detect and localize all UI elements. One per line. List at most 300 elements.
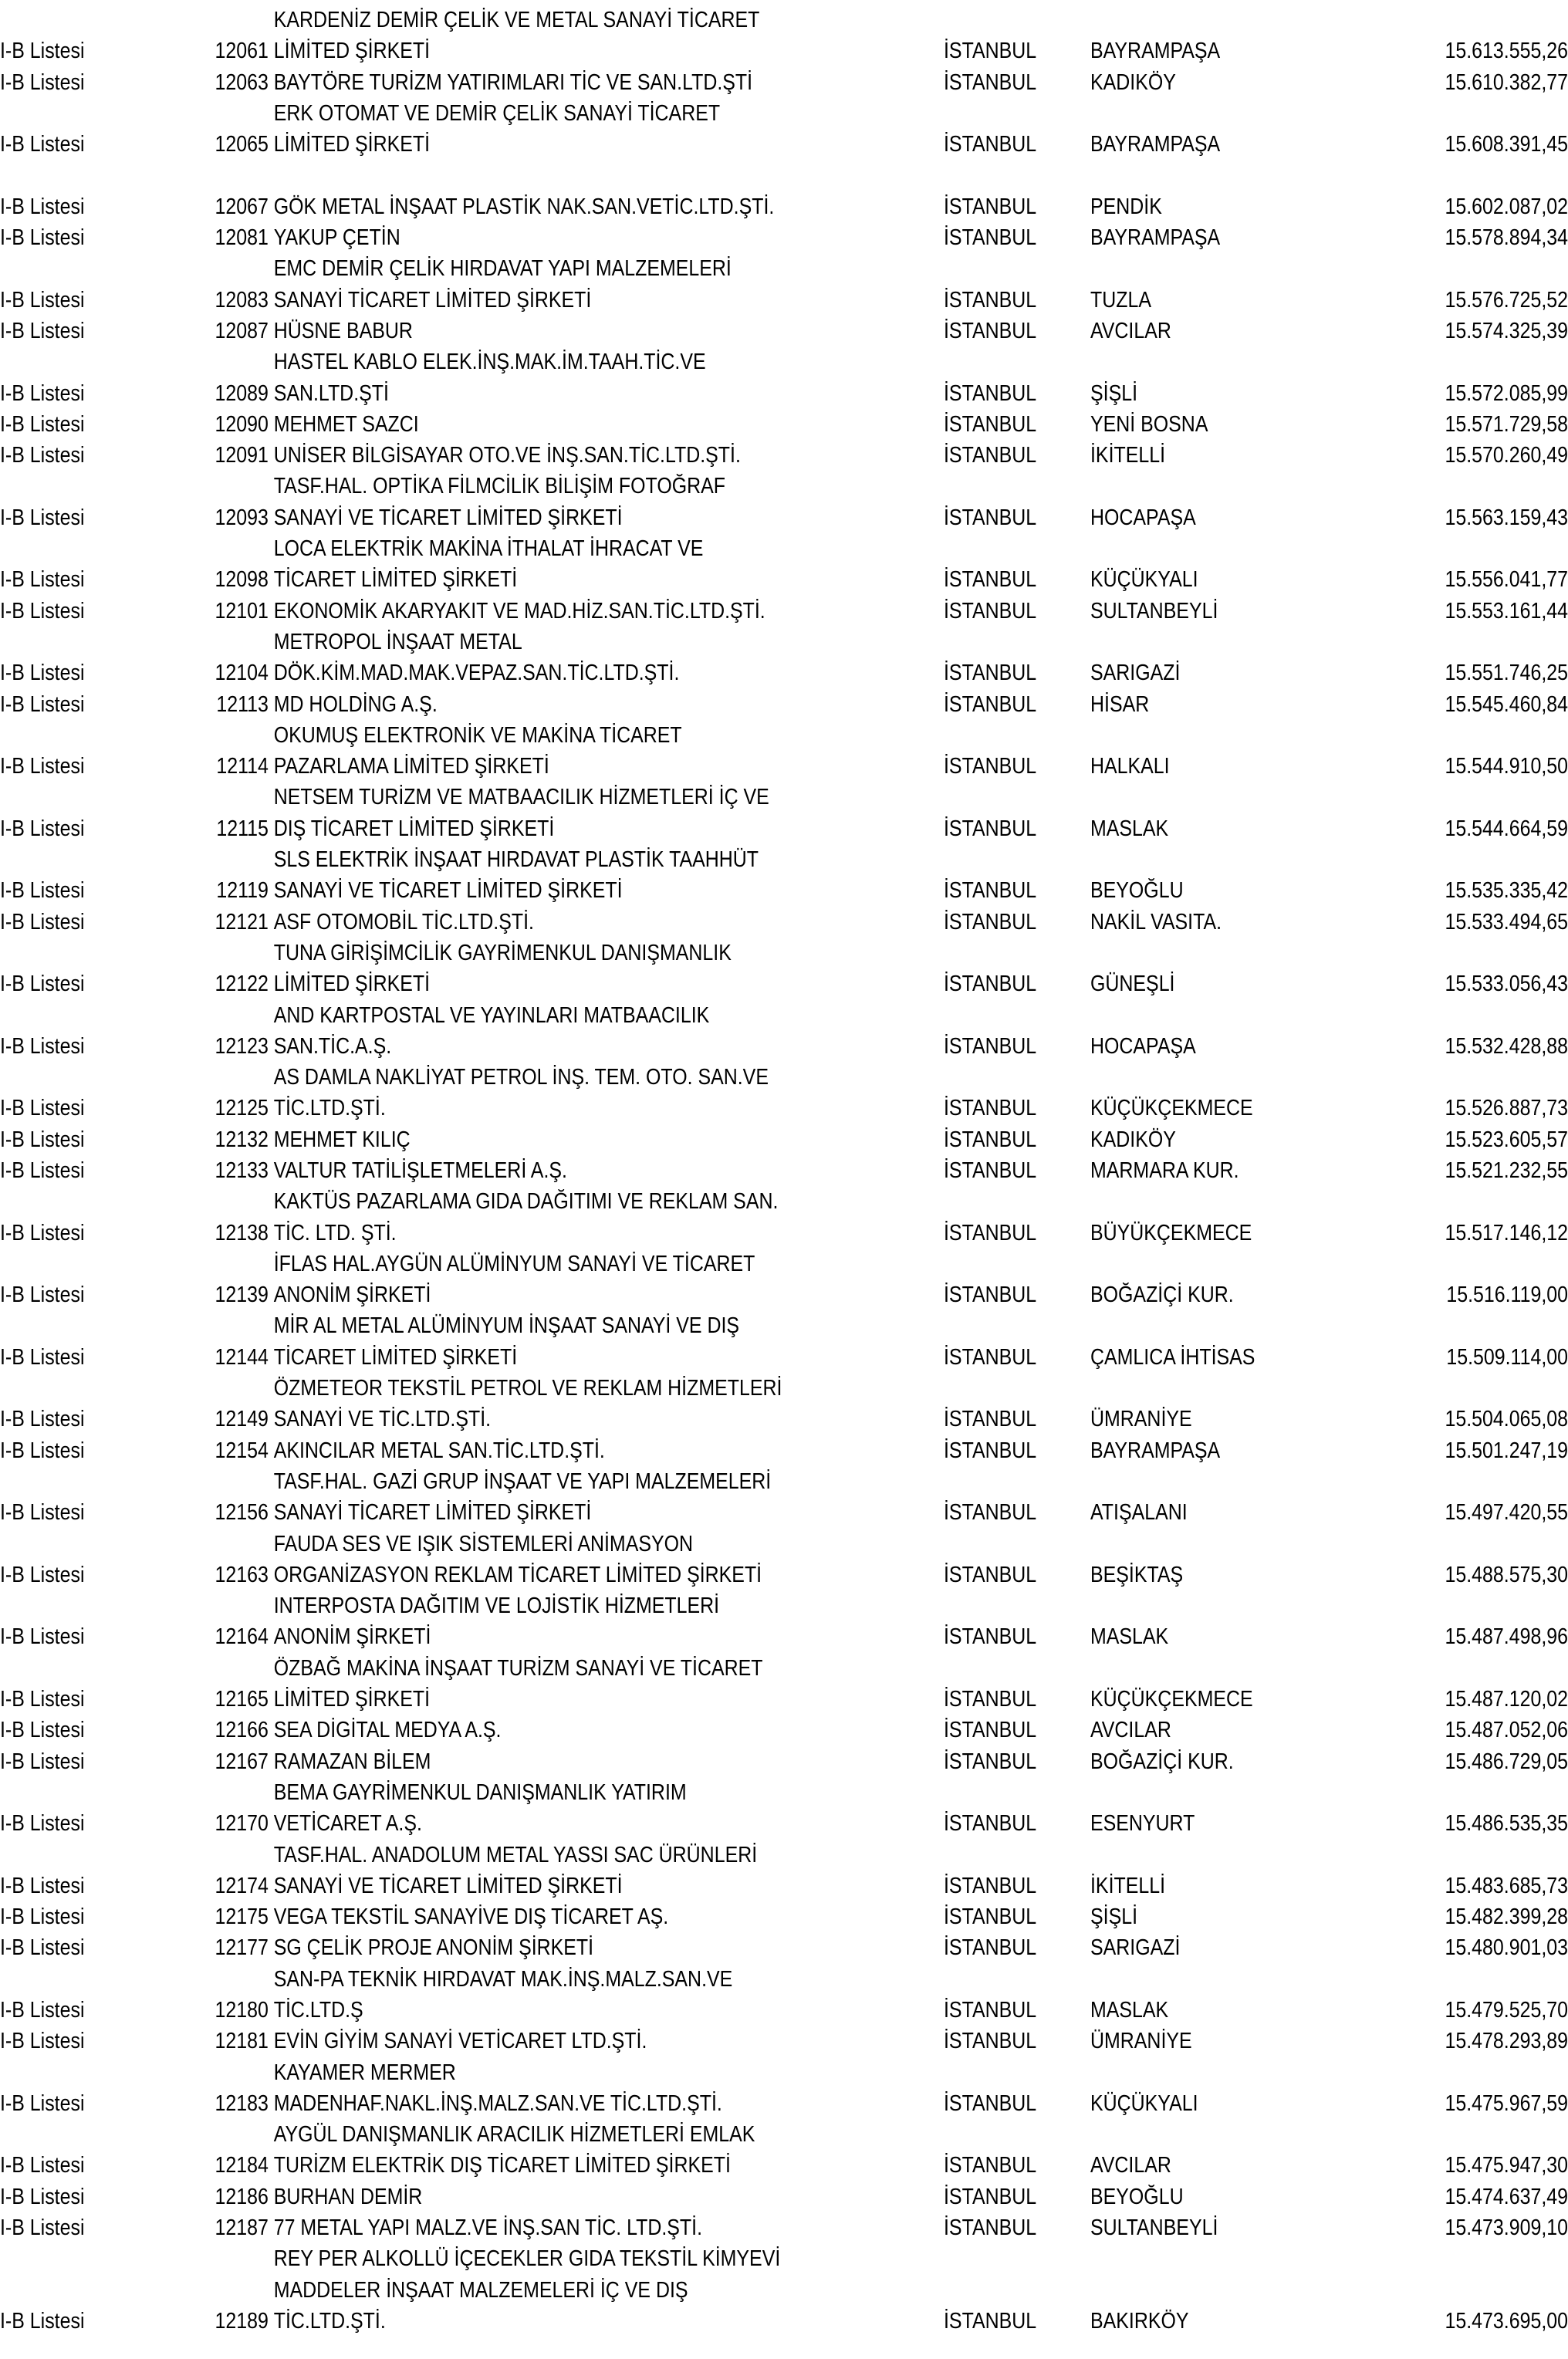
amount-cell: 15.486.729,05 bbox=[1445, 1749, 1568, 1774]
company-name-cell bbox=[272, 1715, 850, 1746]
company-name-line: MİR AL METAL ALÜMİNYUM İNŞAAT SANAYİ VE DIŞ bbox=[273, 1313, 740, 1339]
city-cell: İSTANBUL bbox=[944, 909, 1037, 934]
amount-cell: 15.526.887,73 bbox=[1445, 1096, 1568, 1121]
table-row bbox=[0, 1000, 1568, 1063]
company-name-cell bbox=[272, 1932, 850, 1963]
amount-cell: 15.475.967,59 bbox=[1445, 2090, 1568, 2116]
city-cell: İSTANBUL bbox=[944, 411, 1037, 437]
district-cell: NAKİL VASITA. bbox=[1090, 909, 1222, 934]
company-name-line: TASF.HAL. ANADOLUM METAL YASSI SAC ÜRÜNLERİ bbox=[273, 1842, 758, 1867]
district-cell: MASLAK bbox=[1090, 1624, 1169, 1650]
city-cell: İSTANBUL bbox=[944, 1624, 1037, 1650]
company-name-line: AND KARTPOSTAL VE YAYINLARI MATBAACILIK bbox=[273, 1002, 710, 1028]
amount-cell: 15.533.056,43 bbox=[1445, 972, 1568, 997]
company-name-cell bbox=[272, 1062, 850, 1124]
record-number-cell: 12189 bbox=[215, 2308, 269, 2334]
company-name-line: MD HOLDİNG A.Ş. bbox=[273, 691, 438, 717]
company-name-line: VEGA TEKSTİL SANAYİVE DIŞ TİCARET AŞ. bbox=[273, 1904, 669, 1930]
company-name-line: REY PER ALKOLLÜ İÇECEKLER GIDA TEKSTİL KİMYEVİ bbox=[273, 2246, 781, 2272]
company-name-line: SANAYİ VE TİC.LTD.ŞTİ. bbox=[273, 1407, 492, 1432]
list-type-cell: I-B Listesi bbox=[0, 1687, 85, 1712]
amount-cell: 15.488.575,30 bbox=[1445, 1562, 1568, 1587]
district-cell: HOCAPAŞA bbox=[1090, 505, 1196, 530]
city-cell: İSTANBUL bbox=[944, 194, 1037, 219]
district-cell: ÜMRANİYE bbox=[1090, 2029, 1192, 2054]
city-cell: İSTANBUL bbox=[944, 2090, 1037, 2116]
list-type-cell: I-B Listesi bbox=[0, 1749, 85, 1774]
record-number-cell: 12175 bbox=[215, 1904, 269, 1930]
company-name-line: PAZARLAMA LİMİTED ŞİRKETİ bbox=[273, 754, 549, 779]
amount-cell: 15.486.535,35 bbox=[1445, 1811, 1568, 1837]
company-name-line: TİC.LTD.ŞTİ. bbox=[273, 2308, 386, 2334]
company-name-line: ASF OTOMOBİL TİC.LTD.ŞTİ. bbox=[273, 909, 534, 934]
amount-cell: 15.602.087,02 bbox=[1445, 194, 1568, 219]
list-type-cell: I-B Listesi bbox=[0, 69, 85, 95]
record-number-cell: 12087 bbox=[215, 318, 269, 343]
list-type-cell: I-B Listesi bbox=[0, 1344, 85, 1370]
city-cell: İSTANBUL bbox=[944, 816, 1037, 841]
table-row bbox=[0, 67, 1568, 98]
city-cell: İSTANBUL bbox=[944, 1935, 1037, 1961]
district-cell: ŞİŞLİ bbox=[1090, 380, 1138, 406]
list-type-cell: I-B Listesi bbox=[0, 661, 85, 686]
record-number-cell: 12181 bbox=[215, 2029, 269, 2054]
table-row bbox=[0, 2243, 1568, 2337]
district-cell: KÜÇÜKÇEKMECE bbox=[1090, 1096, 1253, 1121]
district-cell: TUZLA bbox=[1090, 287, 1151, 313]
amount-cell: 15.480.901,03 bbox=[1445, 1935, 1568, 1961]
company-name-line: DÖK.KİM.MAD.MAK.VEPAZ.SAN.TİC.LTD.ŞTİ. bbox=[273, 661, 680, 686]
record-number-cell: 12154 bbox=[215, 1438, 269, 1463]
city-cell: İSTANBUL bbox=[944, 661, 1037, 686]
company-name-cell bbox=[272, 627, 850, 689]
amount-cell: 15.475.947,30 bbox=[1445, 2153, 1568, 2178]
table-row bbox=[0, 253, 1568, 316]
list-type-cell: I-B Listesi bbox=[0, 1562, 85, 1587]
table-row bbox=[0, 596, 1568, 627]
company-name-line: GÖK METAL İNŞAAT PLASTİK NAK.SAN.VETİC.LTD.ŞTİ. bbox=[273, 194, 775, 219]
record-number-cell: 12133 bbox=[215, 1158, 269, 1183]
city-cell: İSTANBUL bbox=[944, 380, 1037, 406]
table-row bbox=[0, 2212, 1568, 2243]
table-row bbox=[0, 720, 1568, 782]
record-number-cell: 12093 bbox=[215, 505, 269, 530]
district-cell: BAYRAMPAŞA bbox=[1090, 225, 1221, 251]
table-row bbox=[0, 5, 1568, 67]
amount-cell: 15.497.420,55 bbox=[1445, 1500, 1568, 1526]
amount-cell: 15.576.725,52 bbox=[1445, 287, 1568, 313]
company-name-cell bbox=[272, 720, 850, 782]
record-number-cell: 12091 bbox=[215, 443, 269, 468]
company-name-line: TURİZM ELEKTRİK DIŞ TİCARET LİMİTED ŞİRKETİ bbox=[273, 2153, 731, 2178]
table-row bbox=[0, 1932, 1568, 1963]
city-cell: İSTANBUL bbox=[944, 972, 1037, 997]
district-cell: ESENYURT bbox=[1090, 1811, 1195, 1837]
city-cell: İSTANBUL bbox=[944, 1873, 1037, 1898]
table-row bbox=[0, 1964, 1568, 2026]
list-type-cell: I-B Listesi bbox=[0, 380, 85, 406]
list-type-cell: I-B Listesi bbox=[0, 816, 85, 841]
list-type-cell: I-B Listesi bbox=[0, 39, 85, 64]
record-number-cell: 12149 bbox=[215, 1407, 269, 1432]
record-number-cell: 12165 bbox=[215, 1687, 269, 1712]
company-name-line: ANONİM ŞİRKETİ bbox=[273, 1283, 431, 1308]
district-cell: GÜNEŞLİ bbox=[1090, 972, 1175, 997]
district-cell: BAYRAMPAŞA bbox=[1090, 132, 1221, 157]
amount-cell: 15.504.065,08 bbox=[1445, 1407, 1568, 1432]
amount-cell: 15.533.494,65 bbox=[1445, 909, 1568, 934]
list-type-cell: I-B Listesi bbox=[0, 225, 85, 251]
district-cell: HİSAR bbox=[1090, 691, 1150, 717]
district-cell: AVCILAR bbox=[1090, 318, 1171, 343]
company-name-cell bbox=[272, 1529, 850, 1591]
company-name-line: ÖZBAĞ MAKİNA İNŞAAT TURİZM SANAYİ VE TİCARET bbox=[273, 1655, 763, 1681]
list-type-cell: I-B Listesi bbox=[0, 1998, 85, 2023]
record-number-cell: 12067 bbox=[215, 194, 269, 219]
record-number-cell: 12083 bbox=[215, 287, 269, 313]
table-row bbox=[0, 1840, 1568, 1902]
city-cell: İSTANBUL bbox=[944, 1096, 1037, 1121]
list-type-cell: I-B Listesi bbox=[0, 1096, 85, 1121]
table-row bbox=[0, 782, 1568, 844]
amount-cell: 15.553.161,44 bbox=[1445, 598, 1568, 624]
district-cell: BOĞAZİÇİ KUR. bbox=[1090, 1283, 1234, 1308]
list-type-cell: I-B Listesi bbox=[0, 505, 85, 530]
company-name-line: SANAYİ VE TİCARET LİMİTED ŞİRKETİ bbox=[273, 878, 623, 904]
city-cell: İSTANBUL bbox=[944, 2308, 1037, 2334]
city-cell: İSTANBUL bbox=[944, 443, 1037, 468]
company-name-cell bbox=[272, 782, 850, 844]
city-cell: İSTANBUL bbox=[944, 878, 1037, 904]
list-type-cell: I-B Listesi bbox=[0, 2090, 85, 2116]
company-name-line: SANAYİ VE TİCARET LİMİTED ŞİRKETİ bbox=[273, 505, 623, 530]
company-name-line: 77 METAL YAPI MALZ.VE İNŞ.SAN TİC. LTD.ŞTİ. bbox=[273, 2215, 703, 2241]
city-cell: İSTANBUL bbox=[944, 1283, 1037, 1308]
table-row bbox=[0, 1373, 1568, 1435]
list-type-cell: I-B Listesi bbox=[0, 598, 85, 624]
company-name-cell bbox=[272, 1124, 850, 1155]
company-name-cell bbox=[272, 1435, 850, 1466]
district-cell: ATIŞALANI bbox=[1090, 1500, 1188, 1526]
amount-cell: 15.544.910,50 bbox=[1445, 754, 1568, 779]
city-cell: İSTANBUL bbox=[944, 1687, 1037, 1712]
amount-cell: 15.487.052,06 bbox=[1445, 1718, 1568, 1743]
district-cell: KÜÇÜKÇEKMECE bbox=[1090, 1687, 1253, 1712]
amount-cell: 15.473.909,10 bbox=[1445, 2215, 1568, 2241]
record-number-cell: 12132 bbox=[215, 1127, 269, 1152]
amount-cell: 15.563.159,43 bbox=[1445, 505, 1568, 530]
amount-cell: 15.535.335,42 bbox=[1445, 878, 1568, 904]
city-cell: İSTANBUL bbox=[944, 1904, 1037, 1930]
city-cell: İSTANBUL bbox=[944, 1438, 1037, 1463]
district-cell: MASLAK bbox=[1090, 1998, 1169, 2023]
district-cell: ÇAMLICA İHTİSAS bbox=[1090, 1344, 1255, 1370]
record-number-cell: 12063 bbox=[215, 69, 269, 95]
table-row bbox=[0, 533, 1568, 596]
record-number-cell: 12184 bbox=[215, 2153, 269, 2178]
district-cell: SARIGAZİ bbox=[1090, 661, 1181, 686]
city-cell: İSTANBUL bbox=[944, 1344, 1037, 1370]
company-name-line: MADDELER İNŞAAT MALZEMELERİ İÇ VE DIŞ bbox=[273, 2277, 688, 2303]
company-name-line: UNİSER BİLGİSAYAR OTO.VE İNŞ.SAN.TİC.LTD.ŞTİ. bbox=[273, 443, 741, 468]
company-name-line: AKINCILAR METAL SAN.TİC.LTD.ŞTİ. bbox=[273, 1438, 605, 1463]
district-cell: BÜYÜKÇEKMECE bbox=[1090, 1220, 1252, 1245]
list-type-cell: I-B Listesi bbox=[0, 1283, 85, 1308]
amount-cell: 15.610.382,77 bbox=[1445, 69, 1568, 95]
district-cell: YENİ BOSNA bbox=[1090, 411, 1208, 437]
list-type-cell: I-B Listesi bbox=[0, 1438, 85, 1463]
amount-cell: 15.482.399,28 bbox=[1445, 1904, 1568, 1930]
city-cell: İSTANBUL bbox=[944, 287, 1037, 313]
list-type-cell: I-B Listesi bbox=[0, 132, 85, 157]
amount-cell: 15.574.325,39 bbox=[1445, 318, 1568, 343]
company-name-line: BAYTÖRE TURİZM YATIRIMLARI TİC VE SAN.LTD.ŞTİ bbox=[273, 69, 753, 95]
company-name-line: MADENHAF.NAKL.İNŞ.MALZ.SAN.VE TİC.LTD.ŞTİ. bbox=[273, 2090, 722, 2116]
document-table bbox=[0, 5, 1568, 2337]
table-row bbox=[0, 1653, 1568, 1715]
city-cell: İSTANBUL bbox=[944, 1127, 1037, 1152]
city-cell: İSTANBUL bbox=[944, 2215, 1037, 2241]
list-type-cell: I-B Listesi bbox=[0, 1904, 85, 1930]
city-cell: İSTANBUL bbox=[944, 567, 1037, 593]
district-cell: BEYOĞLU bbox=[1090, 2184, 1184, 2209]
company-name-line: LİMİTED ŞİRKETİ bbox=[273, 972, 431, 997]
amount-cell: 15.487.498,96 bbox=[1445, 1624, 1568, 1650]
company-name-cell bbox=[272, 440, 850, 471]
record-number-cell: 12170 bbox=[215, 1811, 269, 1837]
company-name-line: TİCARET LİMİTED ŞİRKETİ bbox=[273, 567, 518, 593]
list-type-cell: I-B Listesi bbox=[0, 1718, 85, 1743]
company-name-cell bbox=[272, 1840, 850, 1902]
company-name-cell bbox=[272, 1777, 850, 1840]
company-name-cell bbox=[272, 1653, 850, 1715]
list-type-cell: I-B Listesi bbox=[0, 1873, 85, 1898]
city-cell: İSTANBUL bbox=[944, 1158, 1037, 1183]
list-type-cell: I-B Listesi bbox=[0, 972, 85, 997]
amount-cell: 15.473.695,00 bbox=[1445, 2308, 1568, 2334]
table-row bbox=[0, 1310, 1568, 1373]
company-name-cell bbox=[272, 1000, 850, 1063]
company-name-line: YAKUP ÇETİN bbox=[273, 225, 400, 251]
district-cell: İKİTELLİ bbox=[1090, 1873, 1166, 1898]
district-cell: KADIKÖY bbox=[1090, 1127, 1176, 1152]
company-name-cell bbox=[272, 222, 850, 253]
record-number-cell: 12167 bbox=[215, 1749, 269, 1774]
table-row bbox=[0, 1901, 1568, 1932]
record-number-cell: 12098 bbox=[215, 567, 269, 593]
table-row bbox=[0, 1746, 1568, 1777]
record-number-cell: 12119 bbox=[216, 878, 269, 904]
amount-cell: 15.570.260,49 bbox=[1445, 443, 1568, 468]
record-number-cell: 12139 bbox=[215, 1283, 269, 1308]
company-name-line: ORGANİZASYON REKLAM TİCARET LİMİTED ŞİRKETİ bbox=[273, 1562, 762, 1587]
city-cell: İSTANBUL bbox=[944, 132, 1037, 157]
district-cell: HALKALI bbox=[1090, 754, 1170, 779]
company-name-line: LİMİTED ŞİRKETİ bbox=[273, 132, 431, 157]
table-row bbox=[0, 627, 1568, 689]
company-name-line: VALTUR TATİLİŞLETMELERİ A.Ş. bbox=[273, 1158, 567, 1183]
district-cell: PENDİK bbox=[1090, 194, 1162, 219]
record-number-cell: 12089 bbox=[215, 380, 269, 406]
company-name-line: BEMA GAYRİMENKUL DANIŞMANLIK YATIRIM bbox=[273, 1779, 687, 1805]
list-type-cell: I-B Listesi bbox=[0, 1158, 85, 1183]
district-cell: AVCILAR bbox=[1090, 1718, 1171, 1743]
company-name-line: TUNA GİRİŞİMCİLİK GAYRİMENKUL DANIŞMANLIK bbox=[273, 940, 732, 965]
amount-cell: 15.532.428,88 bbox=[1445, 1033, 1568, 1059]
company-name-cell bbox=[272, 689, 850, 720]
district-cell: SARIGAZİ bbox=[1090, 1935, 1181, 1961]
amount-cell: 15.517.146,12 bbox=[1445, 1220, 1568, 1245]
company-name-cell bbox=[272, 938, 850, 1000]
company-name-cell bbox=[272, 253, 850, 316]
amount-cell: 15.571.729,58 bbox=[1445, 411, 1568, 437]
company-name-cell bbox=[272, 1901, 850, 1932]
table-row bbox=[0, 1124, 1568, 1155]
district-cell: ÜMRANİYE bbox=[1090, 1407, 1192, 1432]
company-name-line: TİCARET LİMİTED ŞİRKETİ bbox=[273, 1344, 518, 1370]
company-name-line: LİMİTED ŞİRKETİ bbox=[273, 1687, 431, 1712]
list-type-cell: I-B Listesi bbox=[0, 1500, 85, 1526]
record-number-cell: 12101 bbox=[215, 598, 269, 624]
table-row bbox=[0, 938, 1568, 1000]
city-cell: İSTANBUL bbox=[944, 754, 1037, 779]
company-name-line: SAN-PA TEKNİK HIRDAVAT MAK.İNŞ.MALZ.SAN.VE bbox=[273, 1966, 733, 1992]
record-number-cell: 12121 bbox=[215, 909, 269, 934]
record-number-cell: 12166 bbox=[215, 1718, 269, 1743]
company-name-line: LOCA ELEKTRİK MAKİNA İTHALAT İHRACAT VE bbox=[273, 536, 704, 562]
table-row bbox=[0, 191, 1568, 222]
table-row bbox=[0, 907, 1568, 938]
list-type-cell: I-B Listesi bbox=[0, 1935, 85, 1961]
district-cell: BAYRAMPAŞA bbox=[1090, 1438, 1221, 1463]
amount-cell: 15.545.460,84 bbox=[1445, 691, 1568, 717]
district-cell: SULTANBEYLİ bbox=[1090, 598, 1218, 624]
company-name-line: METROPOL İNŞAAT METAL bbox=[273, 629, 522, 654]
city-cell: İSTANBUL bbox=[944, 2029, 1037, 2054]
company-name-line: OKUMUŞ ELEKTRONİK VE MAKİNA TİCARET bbox=[273, 722, 682, 748]
amount-cell: 15.478.293,89 bbox=[1445, 2029, 1568, 2054]
company-name-line: AYGÜL DANIŞMANLIK ARACILIK HİZMETLERİ EMLAK bbox=[273, 2122, 755, 2148]
company-name-line: BURHAN DEMİR bbox=[273, 2184, 423, 2209]
company-name-cell bbox=[272, 1373, 850, 1435]
table-row bbox=[0, 440, 1568, 471]
record-number-cell: 12122 bbox=[215, 972, 269, 997]
city-cell: İSTANBUL bbox=[944, 1500, 1037, 1526]
company-name-line: SG ÇELİK PROJE ANONİM ŞİRKETİ bbox=[273, 1935, 594, 1961]
table-row bbox=[0, 2119, 1568, 2182]
city-cell: İSTANBUL bbox=[944, 1407, 1037, 1432]
district-cell: KÜÇÜKYALI bbox=[1090, 567, 1198, 593]
company-name-cell bbox=[272, 596, 850, 627]
list-type-cell: I-B Listesi bbox=[0, 1220, 85, 1245]
city-cell: İSTANBUL bbox=[944, 2153, 1037, 2178]
company-name-line: KARDENİZ DEMİR ÇELİK VE METAL SANAYİ TİCARET bbox=[273, 8, 760, 32]
company-name-line: SANAYİ TİCARET LİMİTED ŞİRKETİ bbox=[273, 1500, 592, 1526]
amount-cell: 15.509.114,00 bbox=[1446, 1344, 1568, 1370]
amount-cell: 15.479.525,70 bbox=[1445, 1998, 1568, 2023]
table-row bbox=[0, 844, 1568, 907]
company-name-line: MEHMET SAZCI bbox=[273, 411, 419, 437]
record-number-cell: 12113 bbox=[216, 691, 269, 717]
record-number-cell: 12114 bbox=[216, 754, 269, 779]
amount-cell: 15.521.232,55 bbox=[1445, 1158, 1568, 1183]
city-cell: İSTANBUL bbox=[944, 225, 1037, 251]
company-name-cell bbox=[272, 1249, 850, 1311]
list-type-cell: I-B Listesi bbox=[0, 1033, 85, 1059]
company-name-cell bbox=[272, 1155, 850, 1186]
city-cell: İSTANBUL bbox=[944, 1562, 1037, 1587]
district-cell: HOCAPAŞA bbox=[1090, 1033, 1196, 1059]
company-name-cell bbox=[272, 2212, 850, 2243]
list-type-cell: I-B Listesi bbox=[0, 754, 85, 779]
record-number-cell: 12115 bbox=[216, 816, 269, 841]
company-name-line: INTERPOSTA DAĞITIM VE LOJİSTİK HİZMETLERİ bbox=[273, 1594, 720, 1619]
table-row bbox=[0, 316, 1568, 346]
table-row bbox=[0, 1249, 1568, 1311]
district-cell: BEYOĞLU bbox=[1090, 878, 1184, 904]
company-name-line: TİC.LTD.ŞTİ. bbox=[273, 1096, 386, 1121]
district-cell: BAKIRKÖY bbox=[1090, 2308, 1189, 2334]
city-cell: İSTANBUL bbox=[944, 1811, 1037, 1837]
company-name-cell bbox=[272, 844, 850, 907]
record-number-cell: 12183 bbox=[215, 2090, 269, 2116]
company-name-line: TASF.HAL. OPTİKA FİLMCİLİK BİLİŞİM FOTOĞRAF bbox=[273, 474, 726, 499]
table-row bbox=[0, 409, 1568, 440]
table-row bbox=[0, 2026, 1568, 2057]
company-name-cell bbox=[272, 1746, 850, 1777]
list-type-cell: I-B Listesi bbox=[0, 411, 85, 437]
record-number-cell: 12164 bbox=[215, 1624, 269, 1650]
list-type-cell: I-B Listesi bbox=[0, 194, 85, 219]
amount-cell: 15.474.637,49 bbox=[1445, 2184, 1568, 2209]
company-name-line: SAN.LTD.ŞTİ bbox=[273, 380, 389, 406]
list-type-cell: I-B Listesi bbox=[0, 2029, 85, 2054]
company-name-line: NETSEM TURİZM VE MATBAACILIK HİZMETLERİ İÇ VE bbox=[273, 785, 769, 810]
district-cell: BOĞAZİÇİ KUR. bbox=[1090, 1749, 1234, 1774]
company-name-cell bbox=[272, 98, 850, 161]
city-cell: İSTANBUL bbox=[944, 39, 1037, 64]
company-name-cell bbox=[272, 2057, 850, 2120]
company-name-line: HÜSNE BABUR bbox=[273, 318, 413, 343]
company-name-line: SANAYİ TİCARET LİMİTED ŞİRKETİ bbox=[273, 287, 592, 313]
company-name-line: ERK OTOMAT VE DEMİR ÇELİK SANAYİ TİCARET bbox=[273, 100, 721, 126]
table-row bbox=[0, 1715, 1568, 1746]
amount-cell: 15.544.664,59 bbox=[1445, 816, 1568, 841]
company-name-line: EVİN GİYİM SANAYİ VETİCARET LTD.ŞTİ. bbox=[273, 2029, 647, 2054]
company-name-cell bbox=[272, 2119, 850, 2182]
city-cell: İSTANBUL bbox=[944, 1220, 1037, 1245]
company-name-cell bbox=[272, 1590, 850, 1653]
company-name-line: EKONOMİK AKARYAKIT VE MAD.HİZ.SAN.TİC.LTD.ŞTİ. bbox=[273, 598, 765, 624]
record-number-cell: 12144 bbox=[215, 1344, 269, 1370]
city-cell: İSTANBUL bbox=[944, 1998, 1037, 2023]
list-type-cell: I-B Listesi bbox=[0, 1127, 85, 1152]
city-cell: İSTANBUL bbox=[944, 1033, 1037, 1059]
company-name-line: KAKTÜS PAZARLAMA GIDA DAĞITIMI VE REKLAM SAN. bbox=[273, 1189, 779, 1215]
record-number-cell: 12177 bbox=[215, 1935, 269, 1961]
company-name-line: TİC. LTD. ŞTİ. bbox=[273, 1220, 397, 1245]
city-cell: İSTANBUL bbox=[944, 1749, 1037, 1774]
table-row bbox=[0, 1590, 1568, 1653]
company-name-line: VETİCARET A.Ş. bbox=[273, 1811, 422, 1837]
district-cell: BEŞİKTAŞ bbox=[1090, 1562, 1184, 1587]
district-cell: MASLAK bbox=[1090, 816, 1169, 841]
record-number-cell: 12104 bbox=[215, 661, 269, 686]
city-cell: İSTANBUL bbox=[944, 69, 1037, 95]
city-cell: İSTANBUL bbox=[944, 598, 1037, 624]
city-cell: İSTANBUL bbox=[944, 2184, 1037, 2209]
list-type-cell: I-B Listesi bbox=[0, 909, 85, 934]
